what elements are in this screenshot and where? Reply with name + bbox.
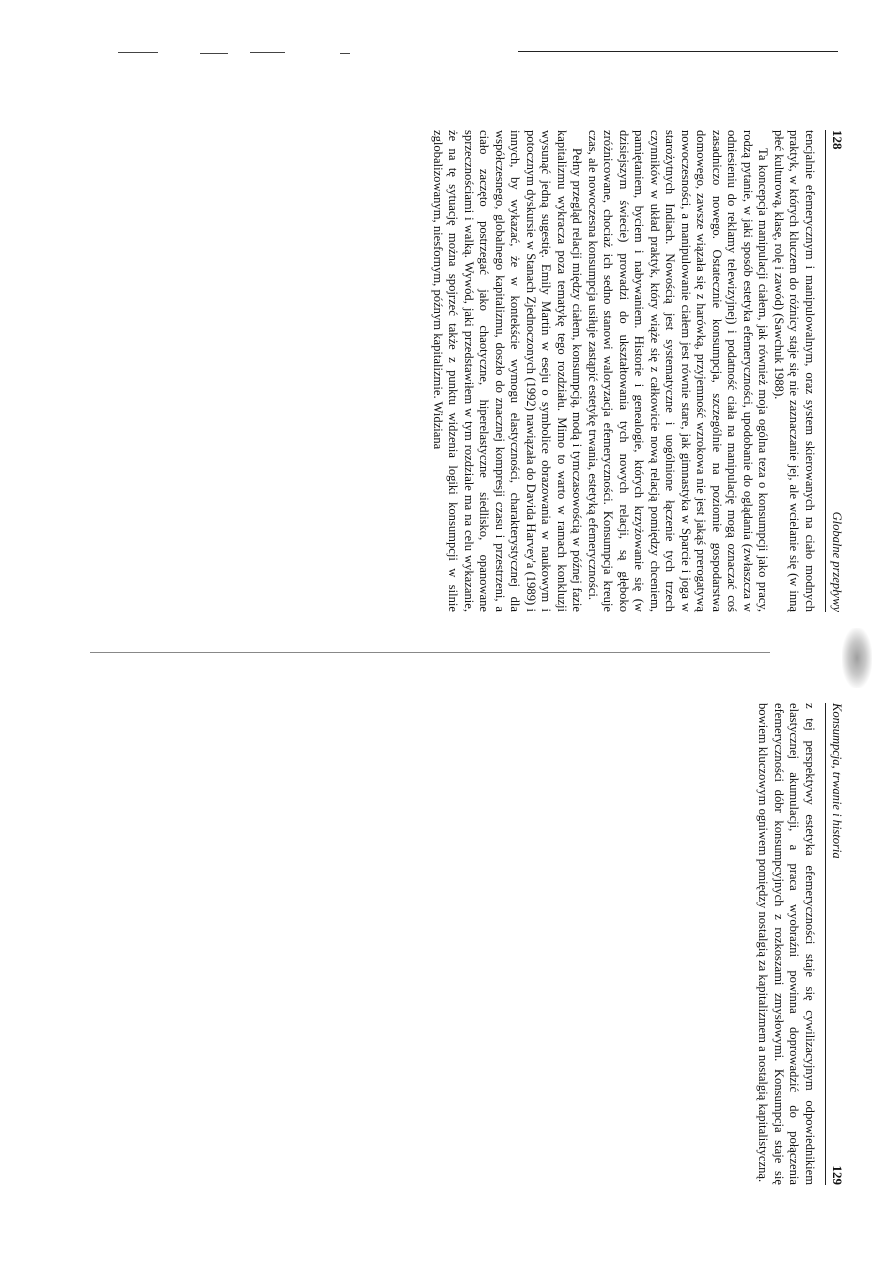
running-head-title: Globalne przepływy: [830, 511, 844, 612]
paragraph: tencjalnie efemerycznym i manipulowalnym, oraz system skierowanych na ciało modnych praktyk, w których kluczem do różnicy staje się nie zaznaczanie jej, ale wcielanie się (w inną płeć kulturową, klasę, rolę i zawód) (Sawchuk 1988).: [772, 130, 817, 612]
scan-line: [250, 52, 285, 53]
paragraph: z tej perspektywy estetyka efemeryczności staje się cywilizacyjnym odpowiednikiem elastycznej akumulacji, a praca wyobraźni powinna doprowadzić do połączenia efemeryczności dóbr konsumpcyjnych z rozkoszami zmysłowymi. Konsumpcja staje się bowiem kluczowym ogniwem pomiędzy nostalgią za kapitalizmem a nostalgią kapitalistyczną.: [756, 703, 817, 1185]
paragraph: Pełny przegląd relacji między ciałem, konsumpcją, modą i tymczasowością w późnej fazie kapitalizmu wykracza poza tematykę tego rozdziału. Mimo to warto w ramach konkluzji wysunąć jedną sugestię. Emily Martin w eseju o symbolice obrazowania w naukowym i potocznym dyskursie w Stanach Zjednoczonych (1992) nawiązała do Davida Harvey'a (1989) i innych, by wykazać, że w kontekście wymogu elastyczności, charakterystycznej dla współczesnego, globalnego kapitalizmu, doszło do znacznej kompresji czasu i przestrzeni, a ciało zaczęto postrzegać jako chaotyczne, hiperelastyczne siedlisko, opanowane sprzecznościami i walką. Wywód, jaki przedstawiłem w tym rozdziale ma na celu wykazanie, że na tę sytuację można spojrzeć także z punktu widzenia logiki konsumpcji w silnie zglobalizowanym, niesfornym, późnym kapitalizmie. Widziana: [431, 130, 585, 612]
page-number: 129: [830, 1165, 845, 1185]
body-text: [430, 130, 818, 612]
scan-line: [200, 53, 228, 54]
page-128: [70, 130, 845, 612]
scan-line: [90, 652, 770, 653]
page-129: [70, 703, 845, 1185]
running-head: [825, 703, 845, 1185]
scan-smudge: [842, 628, 872, 688]
paragraph: Ta koncepcja manipulacji ciałem, jak również moja ogólna teza o konsumpcji jako pracy, rodzą pytanie, w jaki sposób estetyka efemeryczności, upodobanie do oglądania (zwłaszcza w odniesieniu do reklamy telewizyjnej) i podatność ciała na manipulację mogą oznaczać coś zasadniczo nowego. Ostatecznie konsumpcja, szczególnie na poziomie gospodarstwa domowego, zawsze wiązała się z harówką, przyjemność wzrokowa nie jest jakąś prerogatywą nowoczesności, a manipulowanie ciałem jest równie stare, jak gimnastyka w Sparcie i joga w starożytnych Indiach. Nowością jest systematyczne i uogólnione łączenie tych trzech czynników w układ praktyk, który wiąże się z całkowicie nową relacją pomiędzy chceniem, pamiętaniem, byciem i nabywaniem. Historie i genealogie, których krzyżowanie się (w dzisiejszym świecie) prowadzi do ukształtowania tych nowych relacji, są głęboko zróżnicowane, chociaż ich sedno stanowi waloryzacja efemeryczności. Konsumpcja kreuje czas, ale nowoczesna konsumpcja usiłuje zastąpić estetykę trwania, estetyką efemeryczności.: [586, 130, 771, 612]
scan-line: [518, 51, 838, 52]
scan-line: [118, 52, 158, 53]
body-text: [755, 703, 817, 1185]
running-head: [825, 130, 845, 612]
scan-line: [340, 53, 350, 54]
page-number: 128: [830, 130, 845, 150]
running-head-title: Konsumpcja, trwanie i historia: [830, 703, 844, 859]
